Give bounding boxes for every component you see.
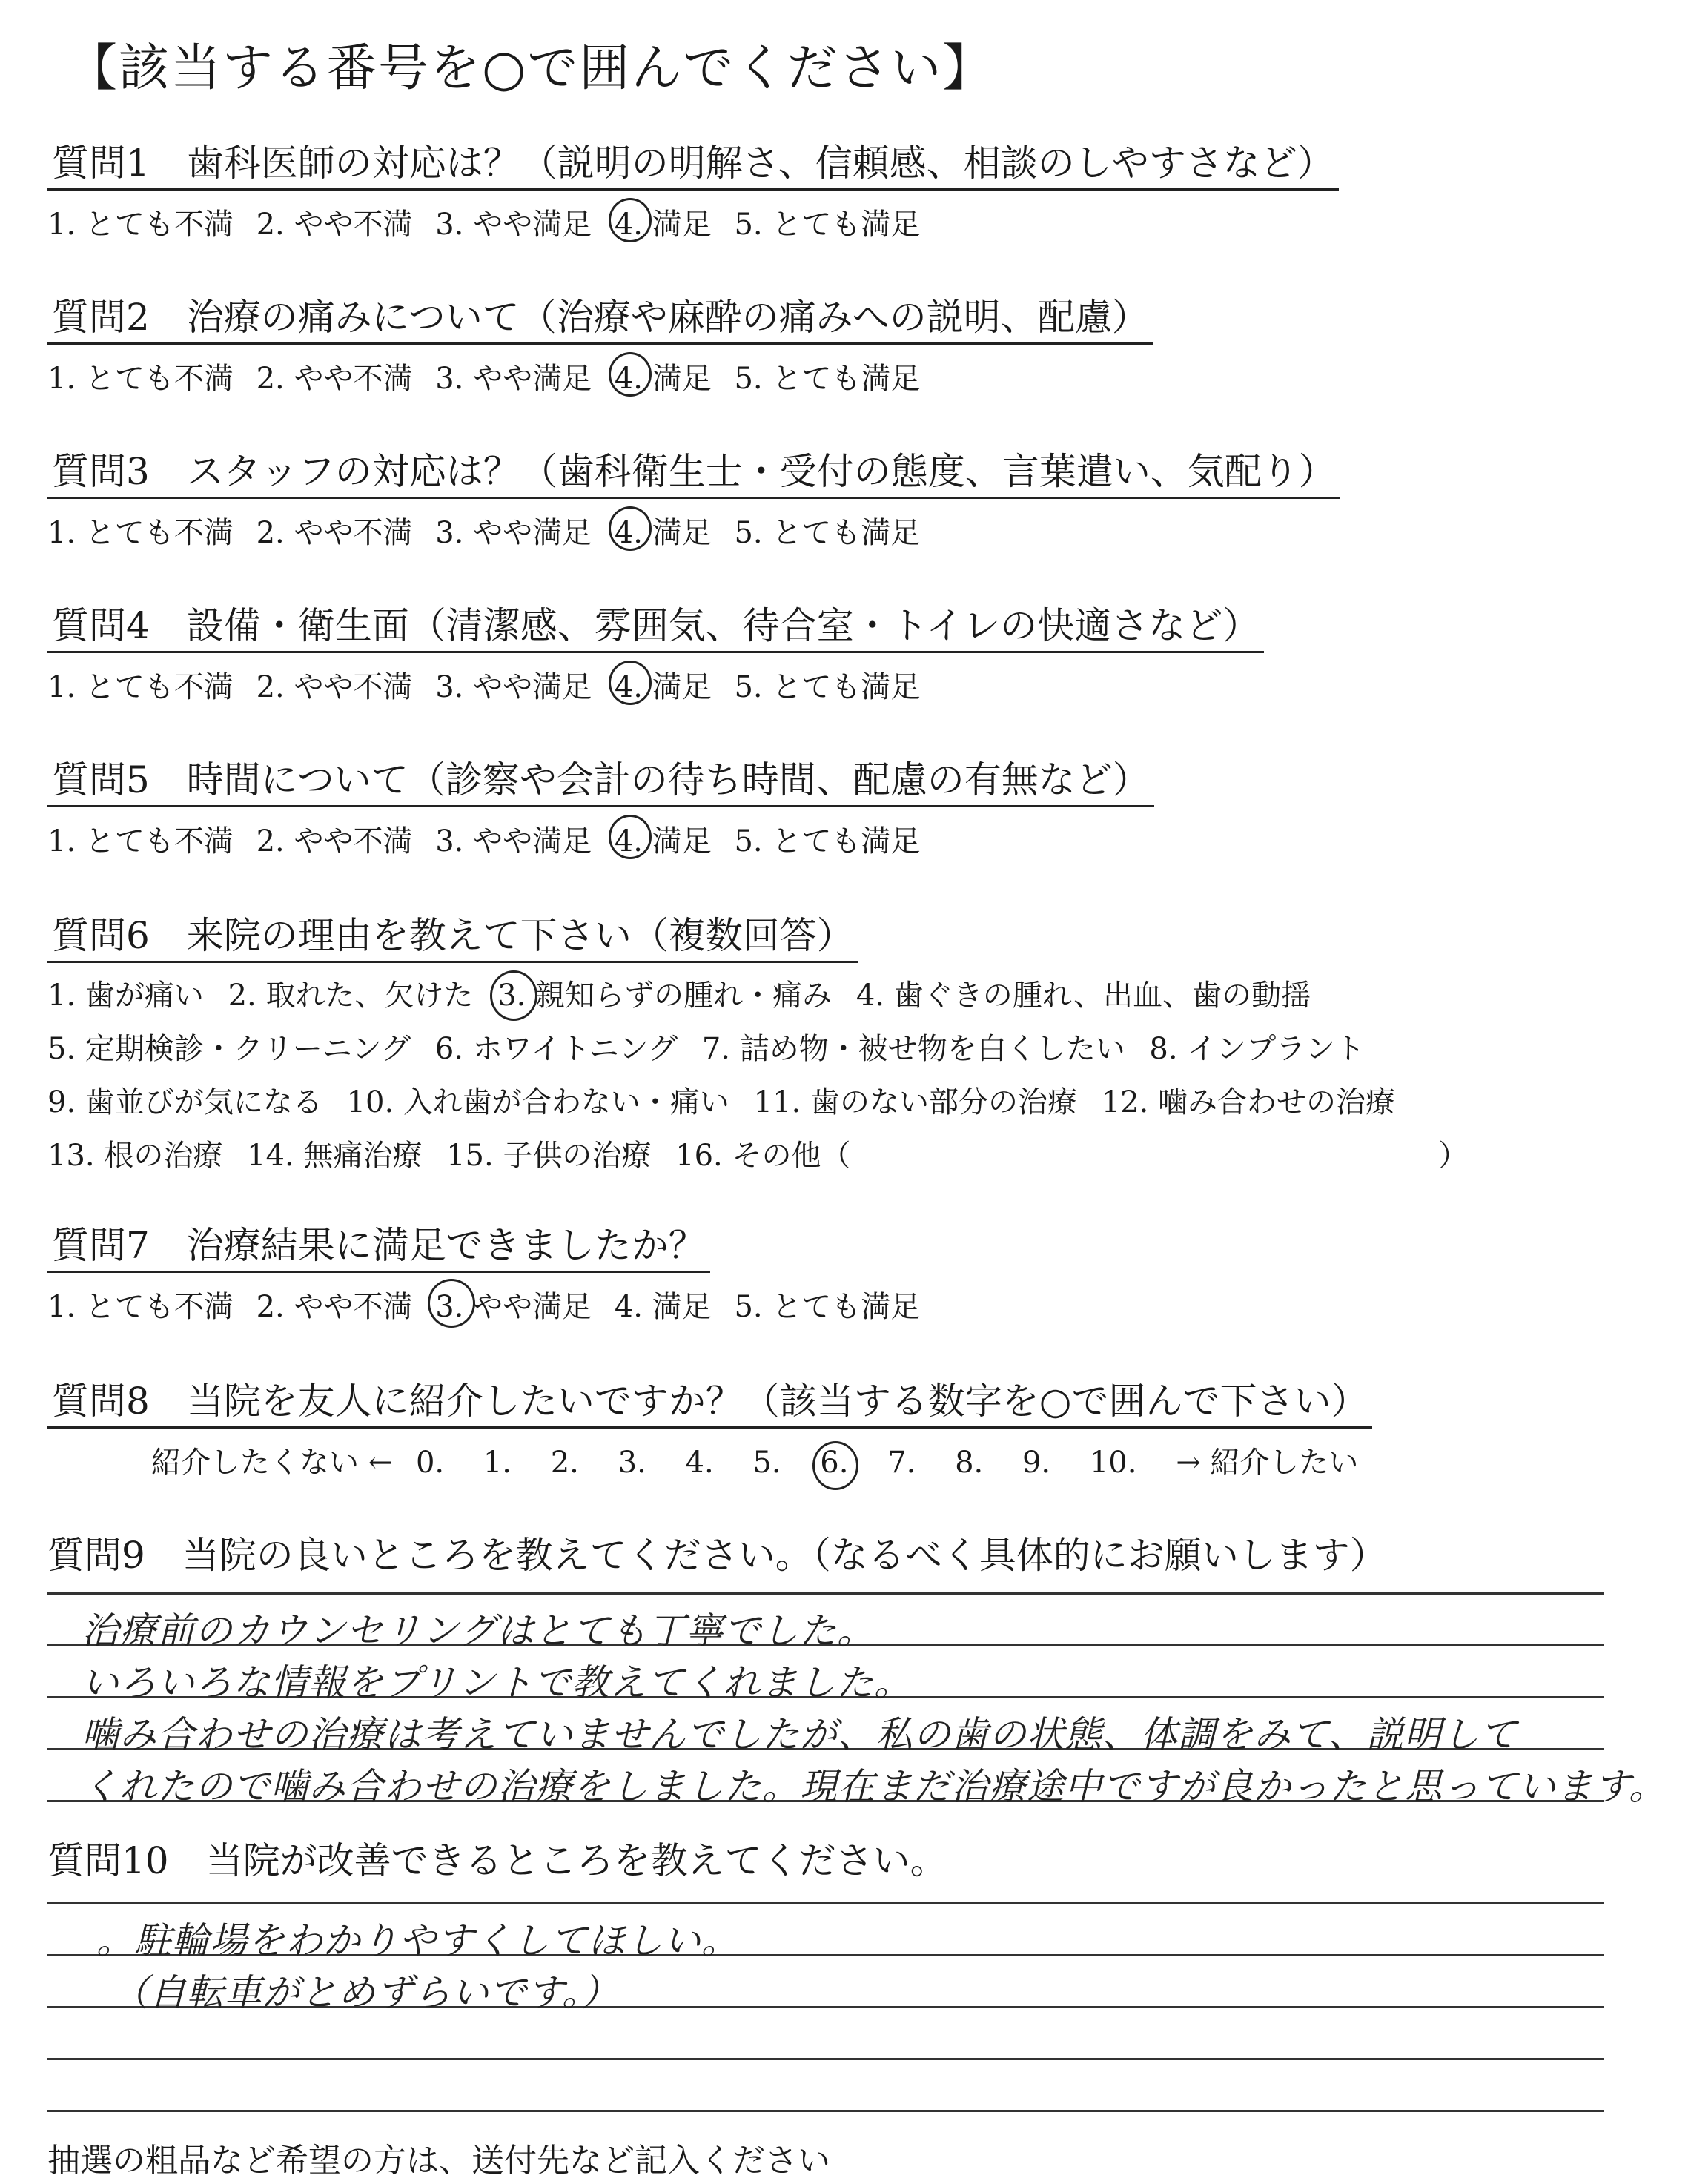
option-1[interactable]: 1. とても不満: [47, 516, 234, 550]
option-4[interactable]: 4. 歯ぐきの腫れ、出血、歯の動揺: [855, 979, 1311, 1013]
question-8: [47, 1371, 1372, 1481]
option-12[interactable]: 12. 噛み合わせの治療: [1101, 1085, 1396, 1119]
scale-1[interactable]: 1.: [483, 1446, 512, 1480]
option-1[interactable]: 1. とても不満: [47, 824, 234, 858]
option-1[interactable]: 1. とても不満: [47, 362, 234, 396]
scale-5[interactable]: 5.: [752, 1446, 781, 1480]
option-11[interactable]: 11. 歯のない部分の治療: [753, 1085, 1077, 1119]
question-4-options: [47, 663, 1264, 706]
option-4-selected[interactable]: 4. 満足: [615, 201, 712, 243]
question-3-options: [47, 509, 1340, 552]
question-6: [47, 906, 1483, 1182]
answer-line: [47, 1592, 1604, 1595]
answer-line: [47, 2058, 1604, 2060]
option-3[interactable]: 3. やや満足: [435, 824, 592, 858]
question-1-title: 質問1 歯科医師の対応は？（説明の明解さ、信頼感、相談のしやすさなど）: [47, 133, 1339, 191]
scale-6-selected[interactable]: 6.: [820, 1446, 848, 1480]
option-3-selected[interactable]: 3. やや満足: [435, 1283, 592, 1326]
scale-2[interactable]: 2.: [550, 1446, 579, 1480]
option-4-selected[interactable]: 4. 満足: [615, 663, 712, 706]
q10-answer-line-2[interactable]: （自転車がとめずらいです。）: [111, 1971, 619, 2014]
question-5-options: [47, 818, 1154, 860]
option-9[interactable]: 9. 歯並びが気になる: [47, 1085, 322, 1119]
option-4[interactable]: 4. 満足: [614, 1290, 712, 1324]
scale-10[interactable]: 10.: [1089, 1446, 1137, 1480]
question-7-options: [47, 1283, 933, 1326]
scale-0[interactable]: 0.: [415, 1446, 445, 1480]
option-13[interactable]: 13. 根の治療: [47, 1139, 223, 1173]
question-8-scale: [151, 1439, 1372, 1481]
option-8[interactable]: 8. インプラント: [1149, 1032, 1366, 1066]
option-5[interactable]: 5. とても満足: [734, 208, 921, 242]
option-3[interactable]: 3. やや満足: [435, 208, 592, 242]
footer-note: 抽選の粗品など希望の方は、送付先など記入ください: [47, 2142, 830, 2180]
scale-8[interactable]: 8.: [955, 1446, 984, 1480]
question-1: [47, 133, 1339, 243]
option-1[interactable]: 1. 歯が痛い: [47, 979, 204, 1013]
options-row-1: [47, 969, 1483, 1022]
scale-7[interactable]: 7.: [887, 1446, 916, 1480]
q9-answer-line-4[interactable]: くれたので噛み合わせの治療をしました。現在まだ治療途中ですが良かったと思っています。: [82, 1765, 1666, 1808]
q9-answer-line-2[interactable]: いろいろな情報をプリントで教えてくれました。: [82, 1661, 912, 1704]
option-16-close: ）: [1438, 1139, 1469, 1173]
option-2[interactable]: 2. やや不満: [256, 824, 413, 858]
scale-left-label: 紹介したくない ←: [151, 1446, 394, 1480]
question-7-title: 質問7 治療結果に満足できましたか？: [47, 1216, 710, 1273]
question-2-options: [47, 355, 1153, 397]
options-row-4: [47, 1129, 1483, 1182]
option-3[interactable]: 3. やや満足: [435, 516, 592, 550]
option-1[interactable]: 1. とても不満: [47, 670, 234, 704]
option-7[interactable]: 7. 詰め物・被せ物を白くしたい: [701, 1032, 1125, 1066]
options-row-3: [47, 1076, 1483, 1129]
question-5-title: 質問5 時間について（診察や会計の待ち時間、配慮の有無など）: [47, 750, 1154, 807]
option-2[interactable]: 2. やや不満: [256, 516, 413, 550]
scale-9[interactable]: 9.: [1022, 1446, 1051, 1480]
option-5[interactable]: 5. とても満足: [734, 824, 921, 858]
option-2[interactable]: 2. 取れた、欠けた: [228, 979, 474, 1013]
scale-4[interactable]: 4.: [685, 1446, 714, 1480]
option-16[interactable]: 16. その他（: [675, 1139, 851, 1173]
option-1[interactable]: 1. とても不満: [47, 208, 234, 242]
question-4-title: 質問4 設備・衛生面（清潔感、雰囲気、待合室・トイレの快適さなど）: [47, 596, 1264, 653]
option-5[interactable]: 5. とても満足: [734, 516, 921, 550]
option-3[interactable]: 3. やや満足: [435, 362, 592, 396]
option-2[interactable]: 2. やや不満: [256, 362, 413, 396]
option-4-selected[interactable]: 4. 満足: [615, 355, 712, 397]
scale-right-label: → 紹介したい: [1176, 1446, 1359, 1480]
question-6-options: [47, 969, 1483, 1182]
page-title: 【該当する番号を○で囲んでください】: [67, 39, 995, 98]
option-4-selected[interactable]: 4. 満足: [615, 509, 712, 552]
option-2[interactable]: 2. やや不満: [256, 670, 413, 704]
question-3: [47, 442, 1340, 552]
option-5[interactable]: 5. とても満足: [734, 670, 921, 704]
q9-answer-line-3[interactable]: 噛み合わせの治療は考えていませんでしたが、私の歯の状態、体調をみて、説明して: [82, 1713, 1517, 1756]
option-1[interactable]: 1. とても不満: [47, 1290, 234, 1324]
q10-answer-line-1[interactable]: 。駐輪場をわかりやすくしてほしい。: [96, 1919, 739, 1962]
option-10[interactable]: 10. 入れ歯が合わない・痛い: [346, 1085, 729, 1119]
option-5[interactable]: 5. とても満足: [734, 1290, 921, 1324]
option-2[interactable]: 2. やや不満: [256, 1290, 413, 1324]
answer-line: [47, 2110, 1604, 2112]
question-6-title: 質問6 来院の理由を教えて下さい（複数回答）: [47, 906, 858, 963]
question-1-options: [47, 201, 1339, 243]
question-7: [47, 1216, 933, 1326]
option-15[interactable]: 15. 子供の治療: [446, 1139, 652, 1173]
question-3-title: 質問3 スタッフの対応は？（歯科衛生士・受付の態度、言葉遣い、気配り）: [47, 442, 1340, 499]
option-4-selected[interactable]: 4. 満足: [615, 818, 712, 860]
option-2[interactable]: 2. やや不満: [256, 208, 413, 242]
option-3[interactable]: 3. やや満足: [435, 670, 592, 704]
option-3-selected[interactable]: 3. 親知らずの腫れ・痛み: [497, 969, 832, 1022]
question-5: [47, 750, 1154, 860]
options-row-2: [47, 1022, 1483, 1076]
question-4: [47, 596, 1264, 706]
question-2-title: 質問2 治療の痛みについて（治療や麻酔の痛みへの説明、配慮）: [47, 288, 1153, 345]
question-8-title: 質問8 当院を友人に紹介したいですか？（該当する数字を○で囲んで下さい）: [47, 1371, 1372, 1429]
option-6[interactable]: 6. ホワイトニング: [434, 1032, 678, 1066]
option-14[interactable]: 14. 無痛治療: [247, 1139, 423, 1173]
question-2: [47, 288, 1153, 397]
scale-3[interactable]: 3.: [618, 1446, 646, 1480]
option-5[interactable]: 5. とても満足: [734, 362, 921, 396]
q9-answer-line-1[interactable]: 治療前のカウンセリングはとても丁寧でした。: [82, 1609, 875, 1652]
question-9-title: 質問9 当院の良いところを教えてください。（なるべく具体的にお願いします）: [47, 1534, 1387, 1577]
question-10-title: 質問10 当院が改善できるところを教えてください。: [47, 1839, 947, 1882]
answer-line: [47, 1902, 1604, 1904]
option-5[interactable]: 5. 定期検診・クリーニング: [47, 1032, 411, 1066]
